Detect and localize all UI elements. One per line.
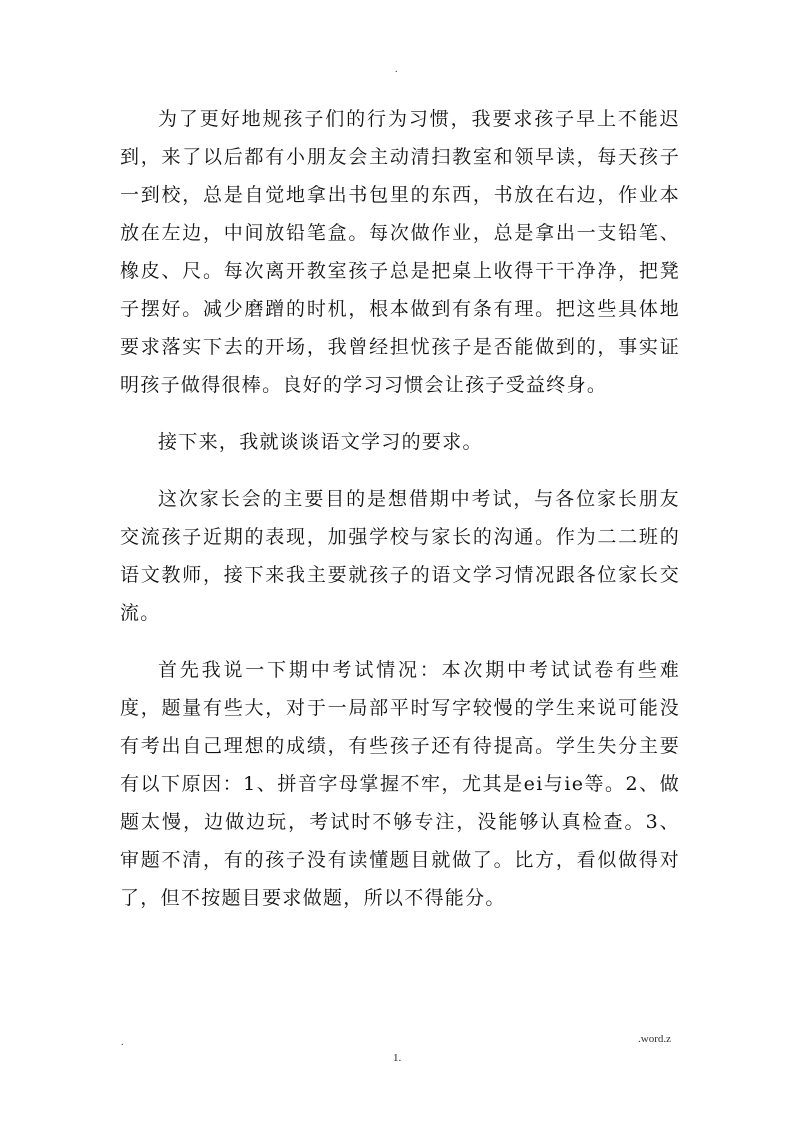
paragraph-meeting-purpose: 这次家长会的主要目的是想借期中考试，与各位家长朋友交流孩子近期的表现，加强学校与家长的沟通。作为二二班的语文教师，接下来我主要就孩子的语文学习情况跟各位家长交流。 [120, 488, 680, 624]
page-number: 1. [393, 1052, 402, 1064]
document-body [120, 100, 680, 917]
header-mark: . [395, 64, 398, 75]
paragraph-chinese-requirements: 接下来，我就谈谈语文学习的要求。 [158, 431, 483, 453]
footer-left-mark: . [121, 1037, 124, 1048]
footer-right-mark: .word.z [638, 1033, 671, 1045]
paragraph-behavior-habits: 为了更好地规孩子们的行为习惯，我要求孩子早上不能迟到，来了以后都有小朋友会主动清扫教室和领早读，每天孩子一到校，总是自觉地拿出书包里的东西，书放在右边，作业本放在左边，中间放铅笔盒。每次做作业，总是拿出一支铅笔、橡皮、尺。每次离开教室孩子总是把桌上收得干干净净，把凳子摆好。减少磨蹭的时机，根本做到有条有理。把这些具体地要求落实下去的开场，我曾经担忧孩子是否能做到的，事实证明孩子做得很棒。良好的学习习惯会让孩子受益终身。 [120, 108, 680, 396]
paragraph-midterm-exam: 首先我说一下期中考试情况：本次期中考试试卷有些难度，题量有些大，对于一局部平时写字较慢的学生来说可能没有考出自己理想的成绩，有些孩子还有待提高。学生失分主要有以下原因：1、拼音字母掌握不牢，尤其是ei与ie等。2、做题太慢，边做边玩，考试时不够专注，没能够认真检查。3、审题不清，有的孩子没有读懂题目就做了。比方，看似做得对了，但不按题目要求做题，所以不得能分。 [120, 659, 680, 909]
